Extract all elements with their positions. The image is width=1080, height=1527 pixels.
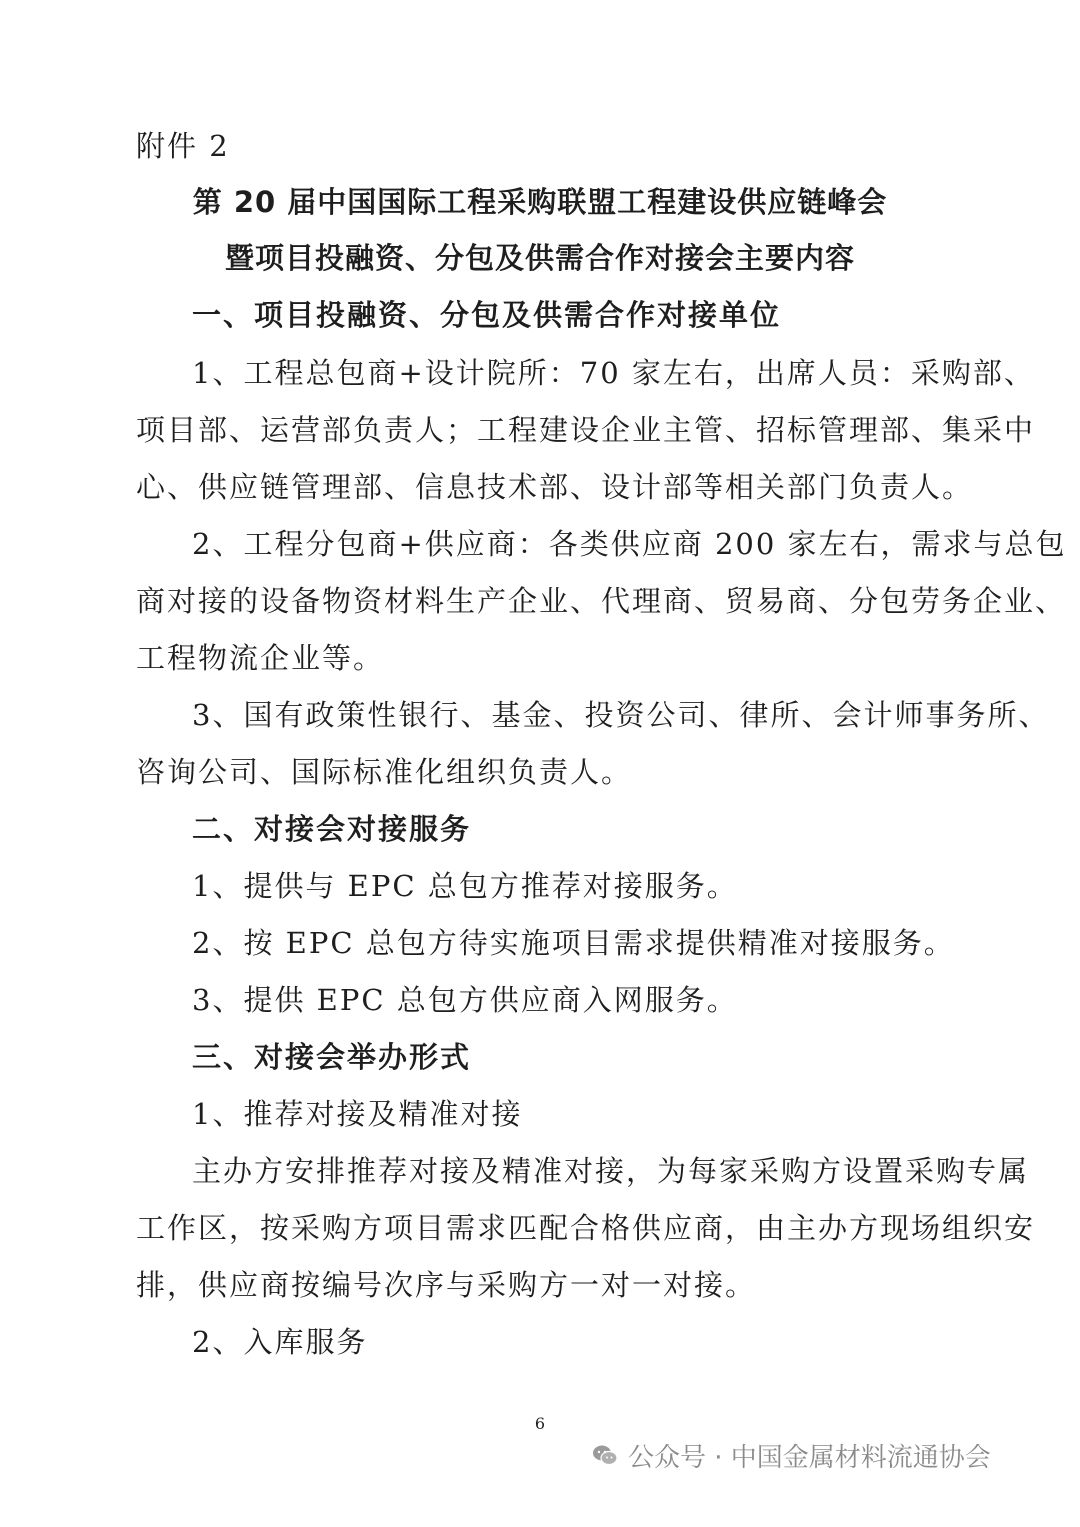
section-3-item-1-body-line-2: 工作区，按采购方项目需求匹配合格供应商，由主办方现场组织安	[136, 1211, 1036, 1245]
section-2-item-1: 1、提供与 EPC 总包方推荐对接服务。	[192, 869, 738, 903]
section-1-item-3-line-1: 3、国有政策性银行、基金、投资公司、律所、会计师事务所、	[192, 698, 1050, 732]
section-1-item-3-line-2: 咨询公司、国际标准化组织负责人。	[136, 755, 633, 789]
document-title-line-2: 暨项目投融资、分包及供需合作对接会主要内容	[224, 241, 855, 275]
wechat-icon	[592, 1443, 618, 1467]
section-1-item-1-line-1: 1、工程总包商+设计院所：70 家左右，出席人员：采购部、	[192, 356, 1035, 390]
section-2-item-3: 3、提供 EPC 总包方供应商入网服务。	[192, 983, 738, 1017]
section-3-item-2-title: 2、入库服务	[192, 1325, 368, 1359]
page-number: 6	[534, 1414, 546, 1433]
section-1-item-2-line-2: 商对接的设备物资材料生产企业、代理商、贸易商、分包劳务企业、	[136, 584, 1067, 618]
section-1-item-1-line-2: 项目部、运营部负责人；工程建设企业主管、招标管理部、集采中	[136, 413, 1036, 447]
section-3-heading: 三、对接会举办形式	[192, 1040, 472, 1074]
attachment-label: 附件 2	[136, 129, 230, 163]
section-3-item-1-title: 1、推荐对接及精准对接	[192, 1097, 523, 1131]
watermark-text: 公众号 · 中国金属材料流通协会	[628, 1442, 991, 1473]
section-2-item-2: 2、按 EPC 总包方待实施项目需求提供精准对接服务。	[192, 926, 955, 960]
document-title-line-1: 第 20 届中国国际工程采购联盟工程建设供应链峰会	[192, 185, 888, 219]
section-2-heading: 二、对接会对接服务	[192, 812, 472, 846]
watermark	[592, 1432, 991, 1478]
section-1-item-1-line-3: 心、供应链管理部、信息技术部、设计部等相关部门负责人。	[136, 470, 974, 504]
section-1-item-2-line-3: 工程物流企业等。	[136, 641, 385, 675]
section-1-item-2-line-1: 2、工程分包商+供应商：各类供应商 200 家左右，需求与总包	[192, 527, 1067, 561]
section-1-heading: 一、项目投融资、分包及供需合作对接单位	[192, 298, 782, 332]
section-3-item-1-body-line-1: 主办方安排推荐对接及精准对接，为每家采购方设置采购专属	[192, 1154, 1030, 1188]
section-3-item-1-body-line-3: 排，供应商按编号次序与采购方一对一对接。	[136, 1268, 757, 1302]
